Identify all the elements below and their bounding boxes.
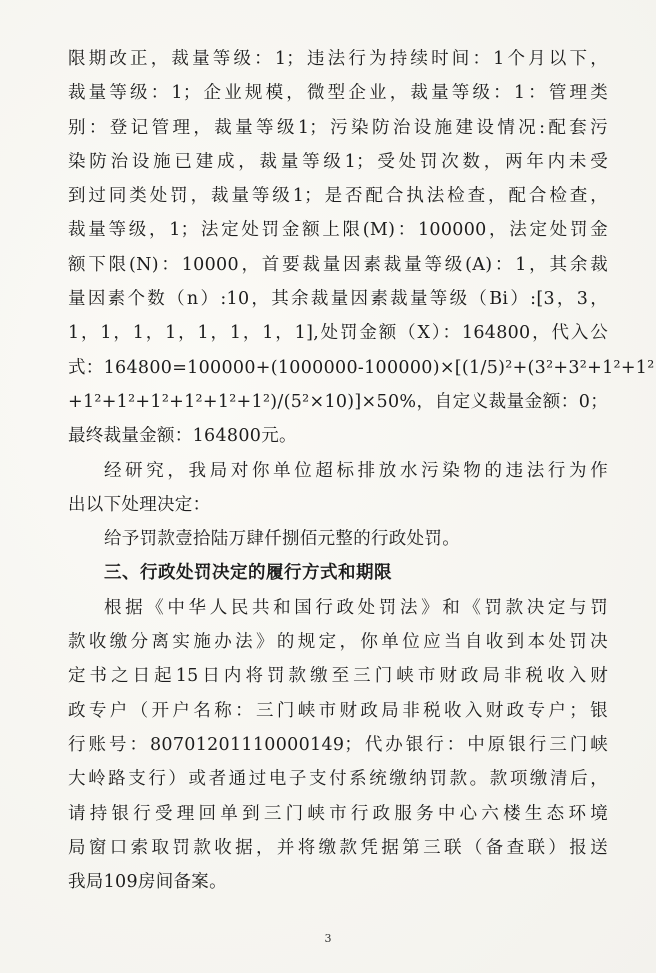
decision-intro-line: 经研究，我局对你单位超标排放水污染物的违法行为作	[104, 460, 608, 481]
text-line: 定书之日起15日内将罚款缴至三门峡市财政局非税收入财	[68, 666, 608, 687]
text-line: 款收缴分离实施办法》的规定，你单位应当自收到本处罚决	[68, 632, 608, 653]
text-line: 裁量等级，1；法定处罚金额上限(M)：100000，法定处罚金	[68, 220, 608, 241]
text-line: 别：登记管理，裁量等级1；污染防治设施建设情况:配套污	[68, 117, 608, 138]
text-line: 量因素个数（n）:10，其余裁量因素裁量等级（Bi）:[3，3，	[68, 289, 608, 310]
text-line: 1，1，1，1，1，1，1，1],处罚金额（X）：164800，代入公	[68, 323, 608, 344]
text-line: 局窗口索取罚款收据，并将缴款凭据第三联（备查联）报送	[68, 837, 608, 858]
section-heading: 三、行政处罚决定的履行方式和期限	[104, 563, 392, 584]
text-line: 出以下处理决定：	[68, 494, 211, 515]
text-line: 染防治设施已建成，裁量等级1；受处罚次数，两年内未受	[68, 151, 608, 172]
text-line: 政专户（开户名称：三门峡市财政局非税收入财政专户；银	[68, 700, 608, 721]
text-line: 额下限(N)：10000，首要裁量因素裁量等级(A)：1，其余裁	[68, 254, 608, 275]
text-line: 到过同类处罚，裁量等级1；是否配合执法检查，配合检查，	[68, 186, 608, 207]
text-line: 大岭路支行）或者通过电子支付系统缴纳罚款。款项缴清后，	[68, 769, 608, 790]
text-line: 裁量等级：1；企业规模，微型企业，裁量等级：1：管理类	[68, 83, 608, 104]
document-body	[68, 42, 655, 899]
final-amount-line: 最终裁量金额：164800元。	[68, 426, 297, 447]
formula-line: 式：164800=100000+(1000000-100000)×[(1/5)²+(3²+3²+1²+1²	[68, 357, 655, 378]
bank-account-line: 行账号：80701201110000149；代办银行：中原银行三门峡	[68, 734, 608, 755]
penalty-decision-line: 给予罚款壹拾陆万肆仟捌佰元整的行政处罚。	[104, 529, 460, 550]
page-number: 3	[324, 932, 332, 945]
formula-line: +1²+1²+1²+1²+1²+1²)/(5²×10)]×50%，自定义裁量金额：0；	[68, 391, 608, 412]
text-line: 限期改正，裁量等级：1；违法行为持续时间：1个月以下，	[68, 49, 608, 69]
text-line: 请持银行受理回单到三门峡市行政服务中心六楼生态环境	[68, 803, 608, 824]
text-line: 根据《中华人民共和国行政处罚法》和《罚款决定与罚	[104, 597, 608, 618]
text-line: 我局109房间备案。	[68, 872, 227, 893]
